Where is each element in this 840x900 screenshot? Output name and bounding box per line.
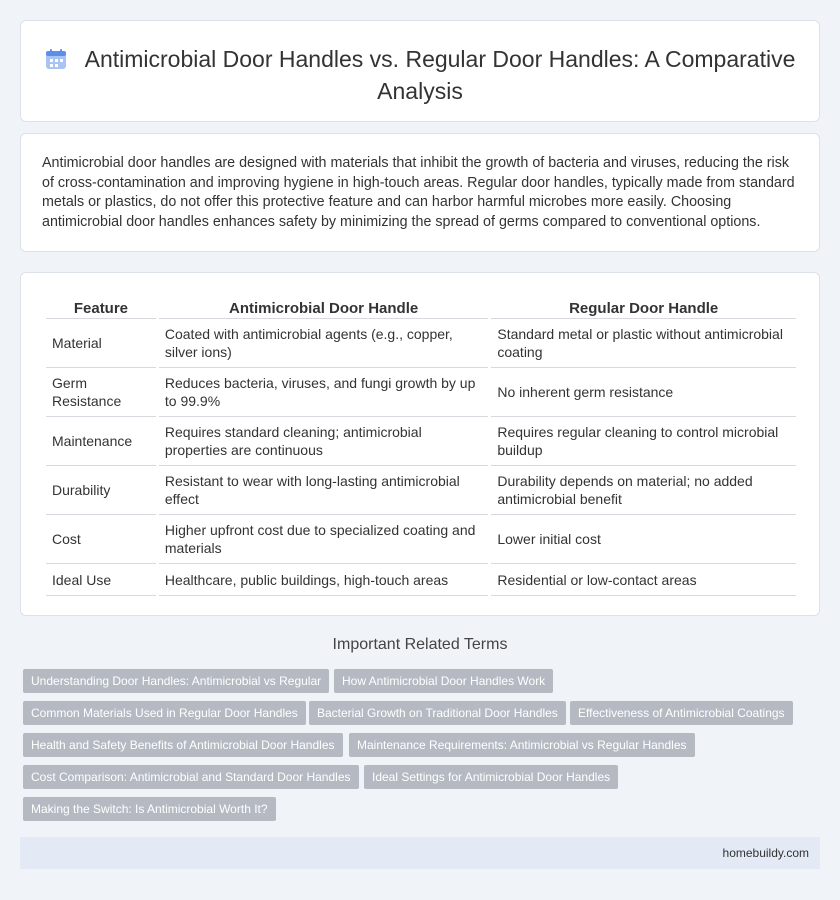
intro-paragraph: Antimicrobial door handles are designed with materials that inhibit the growth of bacteria and viruses, reducing the risk of cross-contamination and improving hygiene in high-touch areas. Regular door handles, typically made from standard metals or plastics, do not offer this protective feature and can harbor harmful microbes more easily. Choosing antimicrobial door handles enhances safety by minimizing the spread of germs compared to conventional options. — [42, 155, 795, 231]
regular-cell: Residential or low-contact areas — [491, 564, 796, 596]
related-term-tag[interactable]: How Antimicrobial Door Handles Work — [334, 669, 553, 693]
page-title-text: Antimicrobial Door Handles vs. Regular Door Handles: A Comparative Analysis — [84, 46, 796, 104]
antimicrobial-cell: Requires standard cleaning; antimicrobial properties are continuous — [159, 417, 488, 466]
footer — [20, 837, 820, 869]
table-row — [46, 466, 796, 515]
antimicrobial-cell: Healthcare, public buildings, high-touch areas — [159, 564, 488, 596]
related-term-tag[interactable]: Bacterial Growth on Traditional Door Handles — [309, 701, 566, 725]
feature-cell: Durability — [46, 466, 156, 515]
feature-cell: Maintenance — [46, 417, 156, 466]
table-row — [46, 368, 796, 417]
comparison-table-card — [20, 272, 820, 616]
title-card — [20, 20, 820, 122]
regular-cell: No inherent germ resistance — [491, 368, 796, 417]
feature-cell: Cost — [46, 515, 156, 564]
related-term-tag[interactable]: Cost Comparison: Antimicrobial and Standard Door Handles — [23, 765, 359, 789]
header-regular: Regular Door Handle — [491, 295, 796, 319]
related-term-tag[interactable]: Health and Safety Benefits of Antimicrobial Door Handles — [23, 733, 343, 757]
comparison-table — [43, 295, 799, 596]
regular-cell: Standard metal or plastic without antimicrobial coating — [491, 319, 796, 368]
table-row — [46, 515, 796, 564]
regular-cell: Durability depends on material; no added antimicrobial benefit — [491, 466, 796, 515]
table-row — [46, 564, 796, 596]
regular-cell: Requires regular cleaning to control microbial buildup — [491, 417, 796, 466]
regular-cell: Lower initial cost — [491, 515, 796, 564]
table-row — [46, 319, 796, 368]
header-antimicrobial: Antimicrobial Door Handle — [159, 295, 488, 319]
related-term-tag[interactable]: Common Materials Used in Regular Door Handles — [23, 701, 306, 725]
related-term-tag[interactable]: Effectiveness of Antimicrobial Coatings — [570, 701, 793, 725]
related-terms-title: Important Related Terms — [332, 636, 508, 653]
related-term-tag[interactable]: Maintenance Requirements: Antimicrobial vs Regular Handles — [349, 733, 695, 757]
feature-cell: Germ Resistance — [46, 368, 156, 417]
antimicrobial-cell: Resistant to wear with long-lasting antimicrobial effect — [159, 466, 488, 515]
table-header-row — [46, 295, 796, 319]
header-feature: Feature — [46, 295, 156, 319]
page-title — [21, 45, 819, 106]
calendar-icon — [45, 48, 67, 77]
related-term-tag[interactable]: Making the Switch: Is Antimicrobial Worth It? — [23, 797, 276, 821]
feature-cell: Ideal Use — [46, 564, 156, 596]
related-term-tag[interactable]: Ideal Settings for Antimicrobial Door Handles — [364, 765, 618, 789]
feature-cell: Material — [46, 319, 156, 368]
antimicrobial-cell: Coated with antimicrobial agents (e.g., copper, silver ions) — [159, 319, 488, 368]
antimicrobial-cell: Reduces bacteria, viruses, and fungi growth by up to 99.9% — [159, 368, 488, 417]
antimicrobial-cell: Higher upfront cost due to specialized coating and materials — [159, 515, 488, 564]
intro-card — [20, 133, 820, 252]
related-term-tag[interactable]: Understanding Door Handles: Antimicrobial vs Regular — [23, 669, 329, 693]
footer-site[interactable]: homebuildy.com — [722, 846, 809, 860]
table-row — [46, 417, 796, 466]
